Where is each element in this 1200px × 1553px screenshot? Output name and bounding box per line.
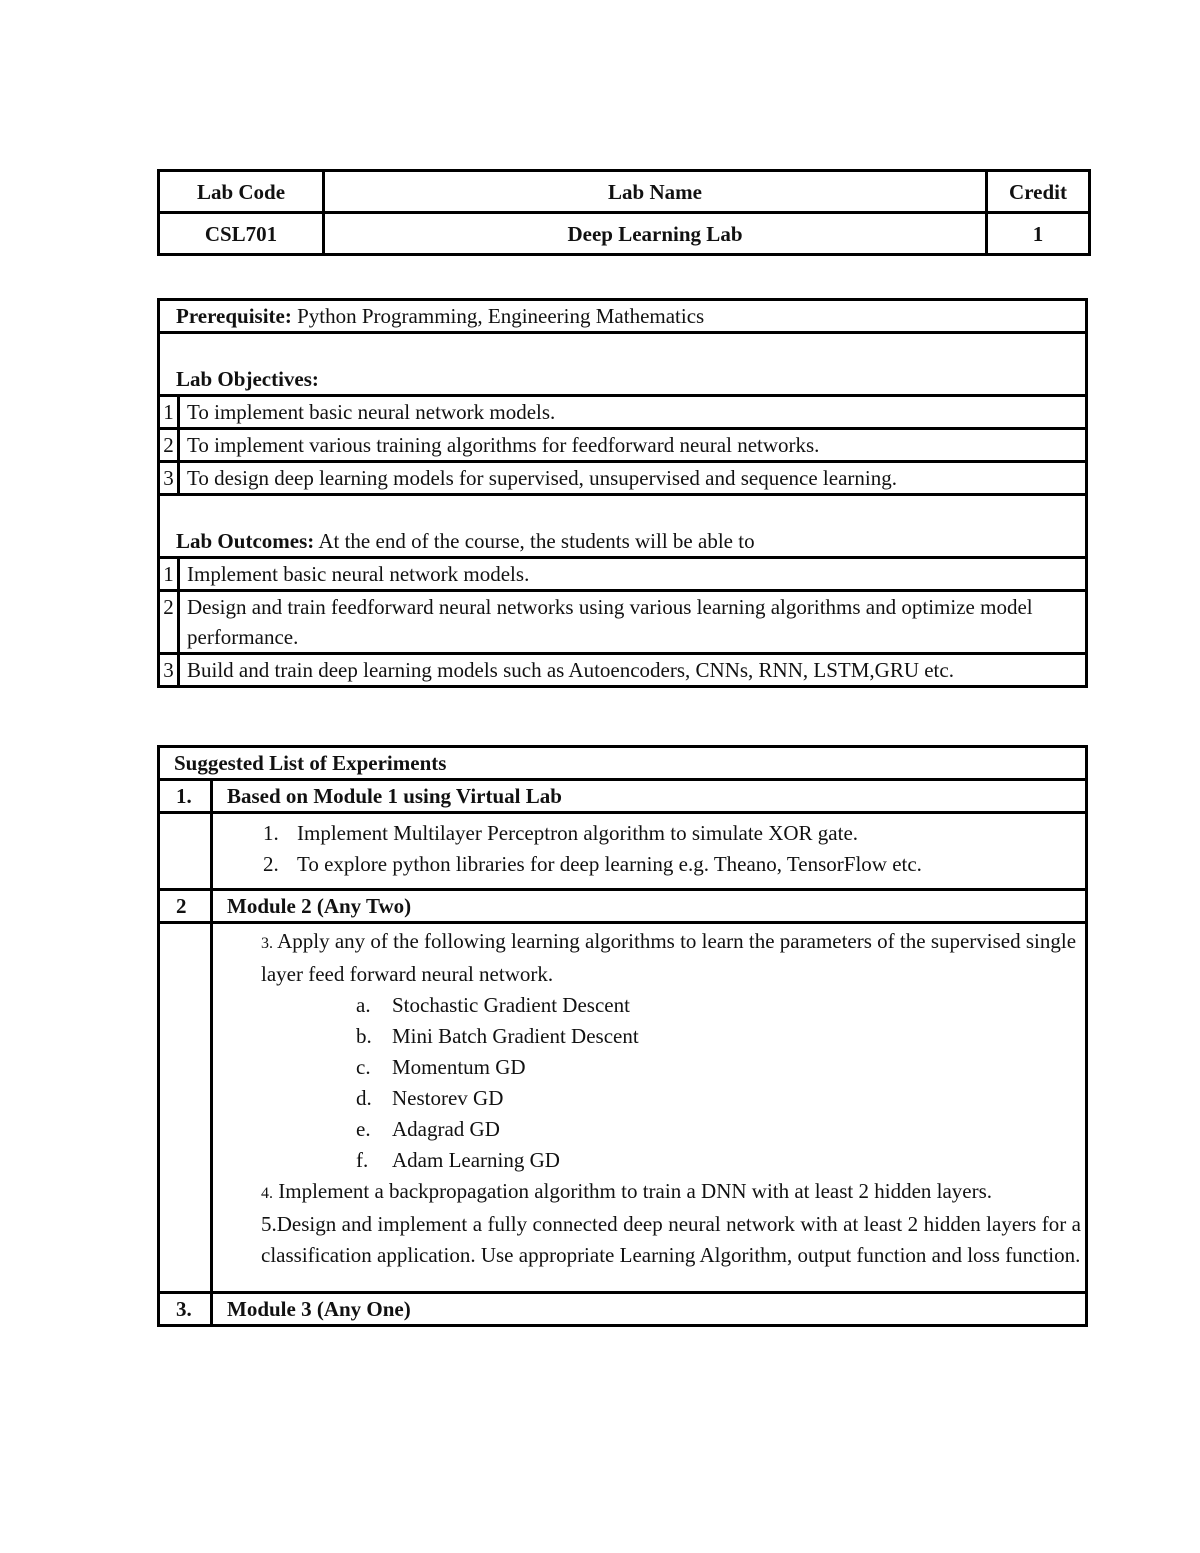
prerequisite-row [159,300,1087,333]
experiment-3-text: Apply any of the following learning algorithms to learn the parameters of the supervised single layer feed forward neural network. [261,929,1077,986]
algorithm-name: Momentum GD [392,1055,526,1079]
list-item [356,990,1081,1021]
algorithm-letter: f. [356,1148,369,1172]
algorithm-letter: d. [356,1086,372,1110]
module1-row [159,780,1087,813]
objectives-label: Lab Objectives: [176,367,319,391]
experiment-number: 1. [263,821,279,845]
experiments-title: Suggested List of Experiments [159,747,1087,780]
objective-number: 2 [159,429,179,462]
list-item [263,818,1085,849]
lab-code-header: Lab Code [159,171,324,213]
credit-header: Credit [987,171,1090,213]
module3-number: 3. [159,1293,212,1326]
module2-content [212,923,1087,1293]
lab-info-header-row [159,171,1090,213]
experiment-text: Implement Multilayer Perceptron algorithm to simulate XOR gate. [297,821,859,845]
outcome-number: 3 [159,654,179,687]
experiment-3-number: 3. [261,935,273,952]
module3-row [159,1293,1087,1326]
module2-title: Module 2 (Any Two) [212,890,1087,923]
objective-row [159,429,1087,462]
objective-text: To design deep learning models for supervised, unsupervised and sequence learning. [179,462,1087,495]
experiment-number: 2. [263,852,279,876]
algorithm-name: Adagrad GD [392,1117,500,1141]
module1-empty-cell [159,813,212,890]
algorithm-letter: a. [356,993,371,1017]
module1-content-row [159,813,1087,890]
algorithm-list [261,990,1081,1176]
outcome-text: Build and train deep learning models such as Autoencoders, CNNs, RNN, LSTM,GRU etc. [179,654,1087,687]
list-item [356,1021,1081,1052]
objective-number: 1 [159,396,179,429]
experiment-4 [261,1176,1081,1209]
prerequisite-text: Python Programming, Engineering Mathematics [291,304,705,328]
algorithm-name: Adam Learning GD [392,1148,560,1172]
outcome-row [159,591,1087,654]
objectives-heading-row [159,333,1087,396]
algorithm-name: Nestorev GD [392,1086,504,1110]
module2-content-row [159,923,1087,1293]
module2-empty-cell [159,923,212,1293]
objective-text: To implement basic neural network models. [179,396,1087,429]
list-item [356,1114,1081,1145]
objective-number: 3 [159,462,179,495]
list-item [356,1083,1081,1114]
outcomes-intro: At the end of the course, the students will be able to [314,529,755,553]
lab-name-header: Lab Name [324,171,987,213]
algorithm-letter: c. [356,1055,371,1079]
module1-title: Based on Module 1 using Virtual Lab [212,780,1087,813]
experiment-3 [261,926,1081,990]
outcomes-label: Lab Outcomes: [176,529,315,553]
experiment-4-number: 4. [261,1185,273,1202]
module1-content [212,813,1087,890]
outcome-text: Design and train feedforward neural networks using various learning algorithms and optimize model performance. [179,591,1087,654]
lab-info-table [157,169,1091,256]
list-item [356,1052,1081,1083]
lab-name-value: Deep Learning Lab [324,213,987,255]
module3-title: Module 3 (Any One) [212,1293,1087,1326]
experiments-title-row [159,747,1087,780]
credit-value: 1 [987,213,1090,255]
module2-number: 2 [159,890,212,923]
objective-row [159,462,1087,495]
objective-row [159,396,1087,429]
prerequisite-label: Prerequisite: [176,304,292,328]
algorithm-name: Stochastic Gradient Descent [392,993,630,1017]
module1-experiment-list [213,818,1085,880]
list-item [263,849,1085,880]
experiment-5-text: 5.Design and implement a fully connected deep neural network with at least 2 hidden layers for a classification application. Use appropriate Learning Algorithm, output function and loss function. [261,1212,1081,1267]
outcomes-heading-row [159,495,1087,558]
objective-text: To implement various training algorithms for feedforward neural networks. [179,429,1087,462]
experiment-text: To explore python libraries for deep learning e.g. Theano, TensorFlow etc. [297,852,922,876]
outcome-number: 2 [159,591,179,654]
experiment-4-text: Implement a backpropagation algorithm to train a DNN with at least 2 hidden layers. [273,1179,993,1203]
list-item [356,1145,1081,1176]
module2-row [159,890,1087,923]
objectives-heading-cell [159,333,1087,396]
algorithm-letter: e. [356,1117,371,1141]
outcome-text: Implement basic neural network models. [179,558,1087,591]
outcome-number: 1 [159,558,179,591]
module1-number: 1. [159,780,212,813]
outcomes-heading-cell [159,495,1087,558]
outcome-row [159,558,1087,591]
lab-code-value: CSL701 [159,213,324,255]
experiments-table [157,745,1088,1327]
outcome-row [159,654,1087,687]
algorithm-letter: b. [356,1024,372,1048]
lab-info-row [159,213,1090,255]
objectives-outcomes-table [157,298,1088,688]
algorithm-name: Mini Batch Gradient Descent [392,1024,639,1048]
prerequisite-cell [159,300,1087,333]
